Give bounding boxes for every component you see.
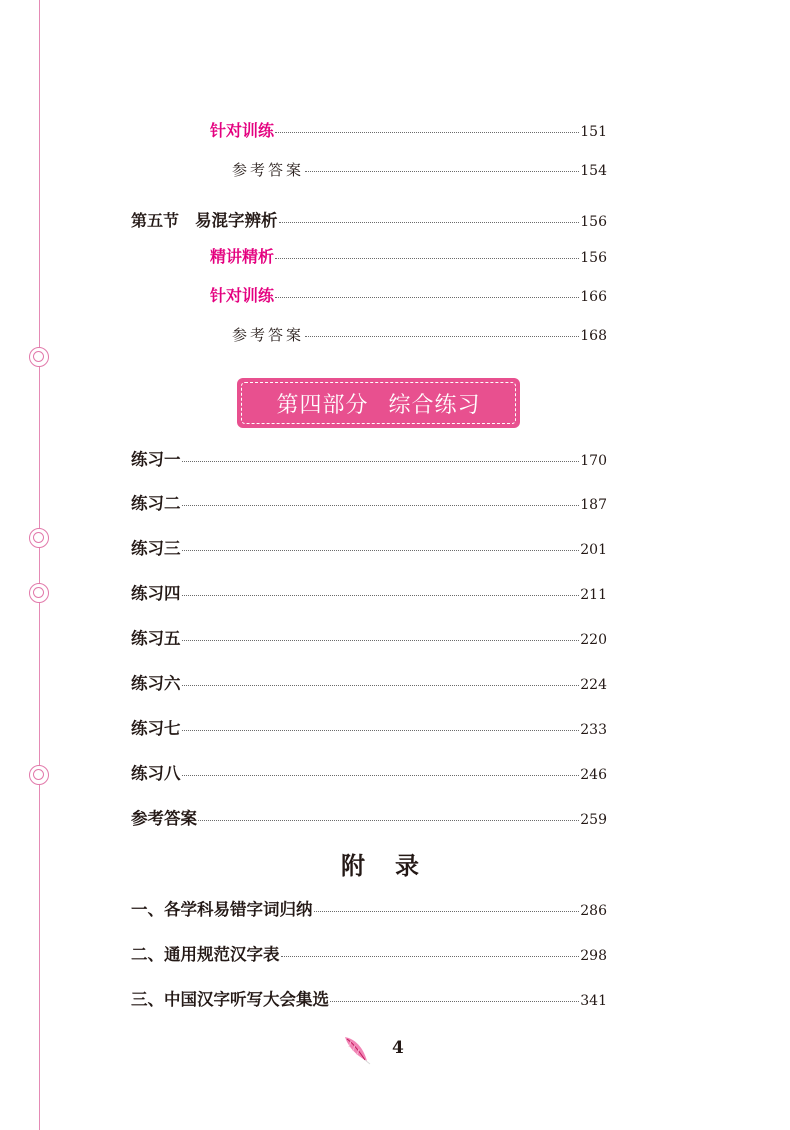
toc-entry-page: 224 bbox=[580, 677, 607, 693]
toc-appendix-entry[interactable] bbox=[131, 898, 607, 922]
dot-leader bbox=[330, 1001, 579, 1002]
dot-leader bbox=[305, 336, 579, 337]
dot-leader bbox=[275, 258, 579, 259]
dot-leader bbox=[198, 820, 579, 821]
toc-entry-page: 156 bbox=[580, 214, 607, 230]
dot-leader bbox=[182, 550, 580, 551]
toc-exercise-entry[interactable] bbox=[131, 762, 607, 786]
toc-entry-label: 练习三 bbox=[131, 539, 181, 558]
appendix-heading: 附录 bbox=[341, 851, 449, 880]
dot-leader bbox=[305, 171, 579, 172]
dot-leader bbox=[182, 685, 580, 686]
dot-leader bbox=[182, 505, 580, 506]
part-banner bbox=[237, 378, 520, 428]
dot-leader bbox=[279, 222, 580, 223]
toc-entry-page: 246 bbox=[580, 767, 607, 783]
toc-entry-label: 参考答案 bbox=[131, 809, 197, 828]
toc-entry-page: 233 bbox=[580, 722, 607, 738]
toc-entry-page: 170 bbox=[580, 453, 607, 469]
toc-entry-page: 166 bbox=[580, 289, 607, 305]
dot-leader bbox=[281, 956, 580, 957]
toc-entry-page: 298 bbox=[580, 948, 607, 964]
toc-entry-label: 练习二 bbox=[131, 494, 181, 513]
toc-entry[interactable] bbox=[210, 119, 607, 143]
toc-entry-page: 156 bbox=[580, 250, 607, 266]
toc-entry-page: 201 bbox=[580, 542, 607, 558]
toc-entry[interactable] bbox=[210, 245, 607, 269]
dot-leader bbox=[314, 911, 580, 912]
toc-exercise-entry[interactable] bbox=[131, 807, 607, 831]
page-number: 4 bbox=[392, 1038, 404, 1058]
toc-entry[interactable] bbox=[210, 284, 607, 308]
toc-entry-page: 168 bbox=[580, 328, 607, 344]
dot-leader bbox=[182, 595, 580, 596]
binding-ring-icon bbox=[29, 528, 49, 548]
toc-section-entry[interactable] bbox=[131, 209, 607, 233]
part-number: 第四部分 bbox=[276, 392, 369, 418]
toc-entry-page: 187 bbox=[580, 497, 607, 513]
dot-leader bbox=[275, 297, 579, 298]
toc-exercise-entry[interactable] bbox=[131, 672, 607, 696]
toc-exercise-entry[interactable] bbox=[131, 627, 607, 651]
toc-entry-page: 220 bbox=[580, 632, 607, 648]
toc-entry-page: 259 bbox=[580, 812, 607, 828]
toc-entry-label: 参考答案 bbox=[232, 161, 305, 179]
binding-ring-icon bbox=[29, 347, 49, 367]
part-banner-inner bbox=[241, 382, 516, 424]
toc-appendix-entry[interactable] bbox=[131, 943, 607, 967]
toc-entry-label: 一、各学科易错字词归纳 bbox=[131, 900, 313, 919]
toc-entry-label: 精讲精析 bbox=[210, 247, 275, 266]
toc-entry-page: 286 bbox=[580, 903, 607, 919]
toc-entry-label: 练习五 bbox=[131, 629, 181, 648]
toc-entry-label: 易混字辨析 bbox=[195, 211, 278, 230]
binding-ring-icon bbox=[29, 765, 49, 785]
dot-leader bbox=[275, 132, 579, 133]
toc-appendix-entry[interactable] bbox=[131, 988, 607, 1012]
toc-entry-label: 二、通用规范汉字表 bbox=[131, 945, 280, 964]
toc-entry-label: 练习四 bbox=[131, 584, 181, 603]
toc-exercise-entry[interactable] bbox=[131, 717, 607, 741]
toc-exercise-entry[interactable] bbox=[131, 448, 607, 472]
toc-entry-page: 151 bbox=[580, 124, 607, 140]
toc-entry-label: 参考答案 bbox=[232, 326, 305, 344]
margin-line bbox=[39, 0, 40, 1130]
binding-ring-icon bbox=[29, 583, 49, 603]
toc-entry-label: 练习八 bbox=[131, 764, 181, 783]
toc-entry-label: 三、中国汉字听写大会集选 bbox=[131, 990, 329, 1009]
section-number: 第五节 bbox=[131, 211, 180, 230]
toc-entry-label: 练习七 bbox=[131, 719, 181, 738]
dot-leader bbox=[182, 461, 580, 462]
feather-icon bbox=[341, 1033, 373, 1067]
toc-exercise-entry[interactable] bbox=[131, 582, 607, 606]
toc-entry-label: 针对训练 bbox=[210, 121, 275, 140]
dot-leader bbox=[182, 640, 580, 641]
toc-entry[interactable] bbox=[232, 158, 607, 182]
toc-entry[interactable] bbox=[232, 323, 607, 347]
toc-entry-page: 211 bbox=[580, 587, 607, 603]
dot-leader bbox=[182, 730, 580, 731]
dot-leader bbox=[182, 775, 580, 776]
toc-exercise-entry[interactable] bbox=[131, 492, 607, 516]
toc-entry-page: 341 bbox=[580, 993, 607, 1009]
toc-exercise-entry[interactable] bbox=[131, 537, 607, 561]
toc-entry-page: 154 bbox=[580, 163, 607, 179]
toc-entry-label: 练习一 bbox=[131, 450, 181, 469]
toc-entry-label: 针对训练 bbox=[210, 286, 275, 305]
toc-entry-label: 练习六 bbox=[131, 674, 181, 693]
part-title: 综合练习 bbox=[388, 392, 481, 418]
